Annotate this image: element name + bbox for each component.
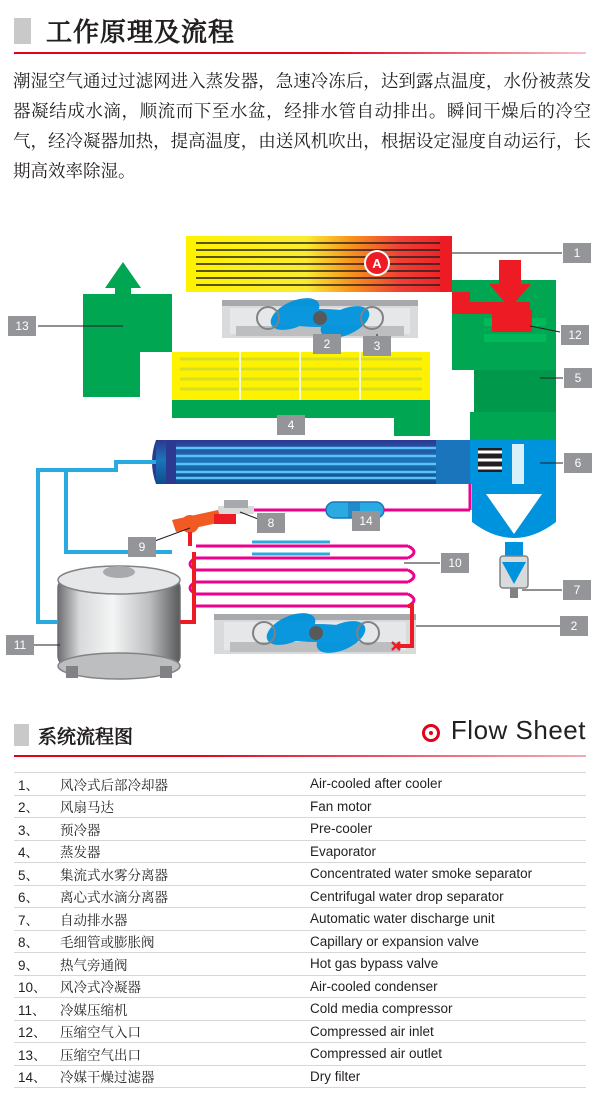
legend-number: 10、: [14, 975, 56, 998]
page-title: 工作原理及流程: [46, 17, 236, 47]
callout-tag-6: 6: [564, 453, 592, 473]
legend-name-cn: 蒸发器: [56, 840, 306, 863]
table-row: [14, 1065, 586, 1088]
callout-tag-14: 14: [352, 511, 380, 531]
legend-name-en: Compressed air outlet: [306, 1043, 586, 1066]
table-row: [14, 840, 586, 863]
legend-name-cn: 预冷器: [56, 818, 306, 841]
legend-number: 2、: [14, 795, 56, 818]
legend-name-cn: 冷媒干燥过滤器: [56, 1065, 306, 1088]
callout-tag-13: 13: [8, 316, 36, 336]
section-heading-principle: [0, 8, 600, 52]
legend-name-en: Centrifugal water drop separator: [306, 885, 586, 908]
table-row: [14, 863, 586, 886]
legend-number: 11、: [14, 998, 56, 1021]
legend-name-en: Dry filter: [306, 1065, 586, 1088]
callout-tag-4: 4: [277, 415, 305, 435]
legend-name-en: Automatic water discharge unit: [306, 908, 586, 931]
legend-name-en: Compressed air inlet: [306, 1020, 586, 1043]
heading-divider: [14, 52, 586, 54]
heading-divider-2: [14, 755, 586, 757]
table-row: [14, 953, 586, 976]
callout-tag-2: 2: [560, 616, 588, 636]
legend-number: 8、: [14, 930, 56, 953]
legend-name-cn: 离心式水滴分离器: [56, 885, 306, 908]
callout-tag-7: 7: [563, 580, 591, 600]
legend-name-cn: 集流式水雾分离器: [56, 863, 306, 886]
legend-name-en: Hot gas bypass valve: [306, 953, 586, 976]
bullet-icon: [422, 724, 440, 742]
legend-name-cn: 风冷式后部冷却器: [56, 773, 306, 796]
legend-name-cn: 热气旁通阀: [56, 953, 306, 976]
legend-name-cn: 压缩空气出口: [56, 1043, 306, 1066]
heading-accent-bar-2: [14, 724, 29, 746]
principle-paragraph: 潮湿空气通过过滤网进入蒸发器，急速冷冻后，达到露点温度，水份被蒸发器凝结成水滴，顺流而下至水盆，经排水管自动排出。瞬间干燥后的冷空气，经冷凝器加热，提高温度，由送风机吹出，根据设定湿度自动运行，长期高效率除湿。: [13, 71, 591, 181]
legend-name-en: Air-cooled condenser: [306, 975, 586, 998]
table-row: [14, 998, 586, 1021]
callout-tag-8: 8: [257, 513, 285, 533]
legend-number: 7、: [14, 908, 56, 931]
legend-name-en: Concentrated water smoke separator: [306, 863, 586, 886]
legend-name-en: Evaporator: [306, 840, 586, 863]
table-row: [14, 773, 586, 796]
table-row: [14, 975, 586, 998]
legend-number: 3、: [14, 818, 56, 841]
section-heading-flowsheet: [0, 710, 600, 760]
callout-tag-9: 9: [128, 537, 156, 557]
callout-tag-3: 3: [363, 336, 391, 356]
table-row: [14, 908, 586, 931]
legend-number: 12、: [14, 1020, 56, 1043]
hot-spot-label-a: A: [372, 256, 382, 271]
legend-name-cn: 自动排水器: [56, 908, 306, 931]
legend-number: 6、: [14, 885, 56, 908]
legend-number: 1、: [14, 773, 56, 796]
legend-name-cn: 风扇马达: [56, 795, 306, 818]
table-row: [14, 885, 586, 908]
callout-tag-5: 5: [564, 368, 592, 388]
legend-name-en: Pre-cooler: [306, 818, 586, 841]
legend-name-en: Cold media compressor: [306, 998, 586, 1021]
callout-tag-2: 2: [313, 334, 341, 354]
legend-number: 13、: [14, 1043, 56, 1066]
flow-diagram: [0, 222, 600, 694]
flowsheet-title-en: Flow Sheet: [450, 715, 586, 745]
component-legend-table: [14, 772, 586, 1088]
legend-number: 4、: [14, 840, 56, 863]
callout-tag-12: 12: [561, 325, 589, 345]
legend-name-cn: 毛细管或膨胀阀: [56, 930, 306, 953]
legend-number: 14、: [14, 1065, 56, 1088]
legend-name-en: Fan motor: [306, 795, 586, 818]
table-row: [14, 930, 586, 953]
heading-accent-bar: [14, 18, 31, 44]
legend-number: 9、: [14, 953, 56, 976]
table-row: [14, 1020, 586, 1043]
legend-name-cn: 风冷式冷凝器: [56, 975, 306, 998]
callout-tag-11: 11: [6, 635, 34, 655]
flowsheet-title-cn: 系统流程图: [38, 727, 134, 748]
table-row: [14, 818, 586, 841]
legend-name-cn: 压缩空气入口: [56, 1020, 306, 1043]
legend-name-cn: 冷媒压缩机: [56, 998, 306, 1021]
table-row: [14, 795, 586, 818]
callout-tag-1: 1: [563, 243, 591, 263]
table-row: [14, 1043, 586, 1066]
legend-name-en: Air-cooled after cooler: [306, 773, 586, 796]
legend-number: 5、: [14, 863, 56, 886]
callout-tag-10: 10: [441, 553, 469, 573]
legend-name-en: Capillary or expansion valve: [306, 930, 586, 953]
